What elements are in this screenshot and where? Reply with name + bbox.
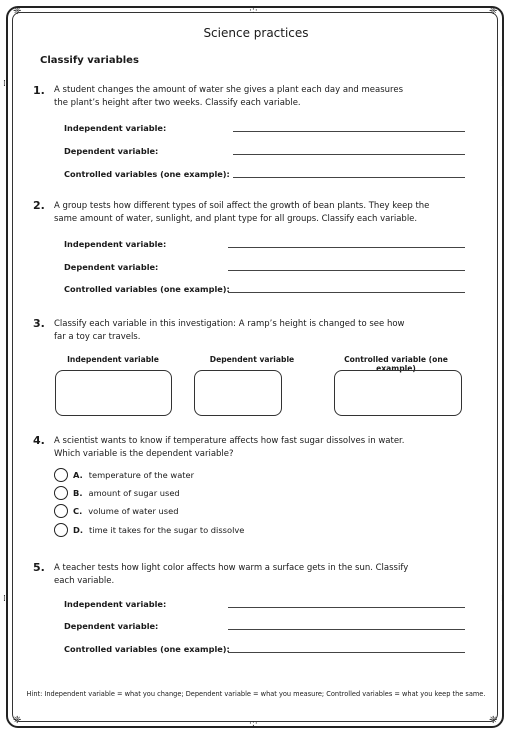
question-3-number: 3. bbox=[33, 317, 45, 330]
q3-dependent-answer-box[interactable] bbox=[194, 370, 282, 416]
q4-option-b[interactable]: B. amount of sugar used bbox=[54, 485, 180, 501]
page-title: Science practices bbox=[203, 26, 309, 40]
edge-ornament-icon: ⁞ bbox=[3, 79, 6, 89]
q4-option-d[interactable]: D. time it takes for the sugar to dissolve bbox=[54, 522, 244, 538]
question-2-number: 2. bbox=[33, 199, 45, 212]
question-5-number: 5. bbox=[33, 561, 45, 574]
q3-controlled-answer-box[interactable] bbox=[334, 370, 462, 416]
q1-dependent-answer-line[interactable] bbox=[233, 154, 465, 155]
question-1-number: 1. bbox=[33, 84, 45, 97]
q1-dependent-label: Dependent variable: bbox=[64, 146, 159, 156]
question-3-text: Classify each variable in this investigation: A ramp’s height is changed to see how far a toy car travels. bbox=[54, 319, 405, 342]
q2-dependent-answer-line[interactable] bbox=[228, 270, 465, 271]
q5-controlled-answer-line[interactable] bbox=[228, 652, 465, 653]
q3-independent-answer-box[interactable] bbox=[55, 370, 172, 416]
q2-controlled-answer-line[interactable] bbox=[228, 292, 465, 293]
section-title: Classify variables bbox=[40, 55, 139, 66]
q3-dependent-box-label: Dependent variable bbox=[209, 355, 295, 364]
q5-independent-answer-line[interactable] bbox=[228, 607, 465, 608]
radio-bubble-icon[interactable] bbox=[54, 468, 68, 482]
q4-option-c[interactable]: C. volume of water used bbox=[54, 503, 179, 519]
q1-controlled-label: Controlled variables (one example): bbox=[64, 169, 230, 179]
corner-ornament-icon: ❈ bbox=[13, 6, 22, 17]
q3-controlled-box-label: Controlled variable (one example) bbox=[344, 355, 448, 373]
edge-ornament-icon: ·:· bbox=[249, 6, 258, 16]
q2-dependent-label: Dependent variable: bbox=[64, 262, 159, 272]
corner-ornament-icon: ❈ bbox=[13, 715, 22, 726]
question-4-number: 4. bbox=[33, 434, 45, 447]
corner-ornament-icon: ❈ bbox=[489, 6, 498, 17]
q2-controlled-label: Controlled variables (one example): bbox=[64, 284, 230, 294]
q3-independent-box-label: Independent variable bbox=[67, 355, 159, 364]
q5-independent-label: Independent variable: bbox=[64, 599, 167, 609]
radio-bubble-icon[interactable] bbox=[54, 523, 68, 537]
q1-independent-answer-line[interactable] bbox=[233, 131, 465, 132]
question-1-text: A student changes the amount of water she gives a plant each day and measures the plant’s height after two weeks. Classify each variable. bbox=[54, 85, 404, 108]
q5-controlled-label: Controlled variables (one example): bbox=[64, 644, 230, 654]
q2-independent-answer-line[interactable] bbox=[228, 247, 465, 248]
edge-ornament-icon: ⁞ bbox=[501, 594, 504, 604]
radio-bubble-icon[interactable] bbox=[54, 486, 68, 500]
q5-dependent-label: Dependent variable: bbox=[64, 621, 159, 631]
edge-ornament-icon: ⁞ bbox=[3, 594, 6, 604]
q2-independent-label: Independent variable: bbox=[64, 239, 167, 249]
question-2-text: A group tests how different types of soil affect the growth of bean plants. They keep the same amount of water, sunlight, and plant type for all groups. Classify each variable. bbox=[54, 201, 430, 224]
hint-footer: Hint: Independent variable = what you change; Dependent variable = what you measure; Controlled variables = what you keep the same. bbox=[26, 690, 486, 698]
q4-option-a[interactable]: A. temperature of the water bbox=[54, 467, 194, 483]
q1-independent-label: Independent variable: bbox=[64, 123, 167, 133]
radio-bubble-icon[interactable] bbox=[54, 504, 68, 518]
question-4-text: A scientist wants to know if temperature affects how fast sugar dissolves in water. Which variable is the dependent variable? bbox=[54, 436, 405, 459]
question-5-text: A teacher tests how light color affects how warm a surface gets in the sun. Classify each variable. bbox=[54, 563, 409, 586]
q1-controlled-answer-line[interactable] bbox=[233, 177, 465, 178]
edge-ornament-icon: ⁞ bbox=[501, 79, 504, 89]
q5-dependent-answer-line[interactable] bbox=[228, 629, 465, 630]
corner-ornament-icon: ❈ bbox=[489, 715, 498, 726]
edge-ornament-icon: ·:· bbox=[249, 719, 258, 729]
